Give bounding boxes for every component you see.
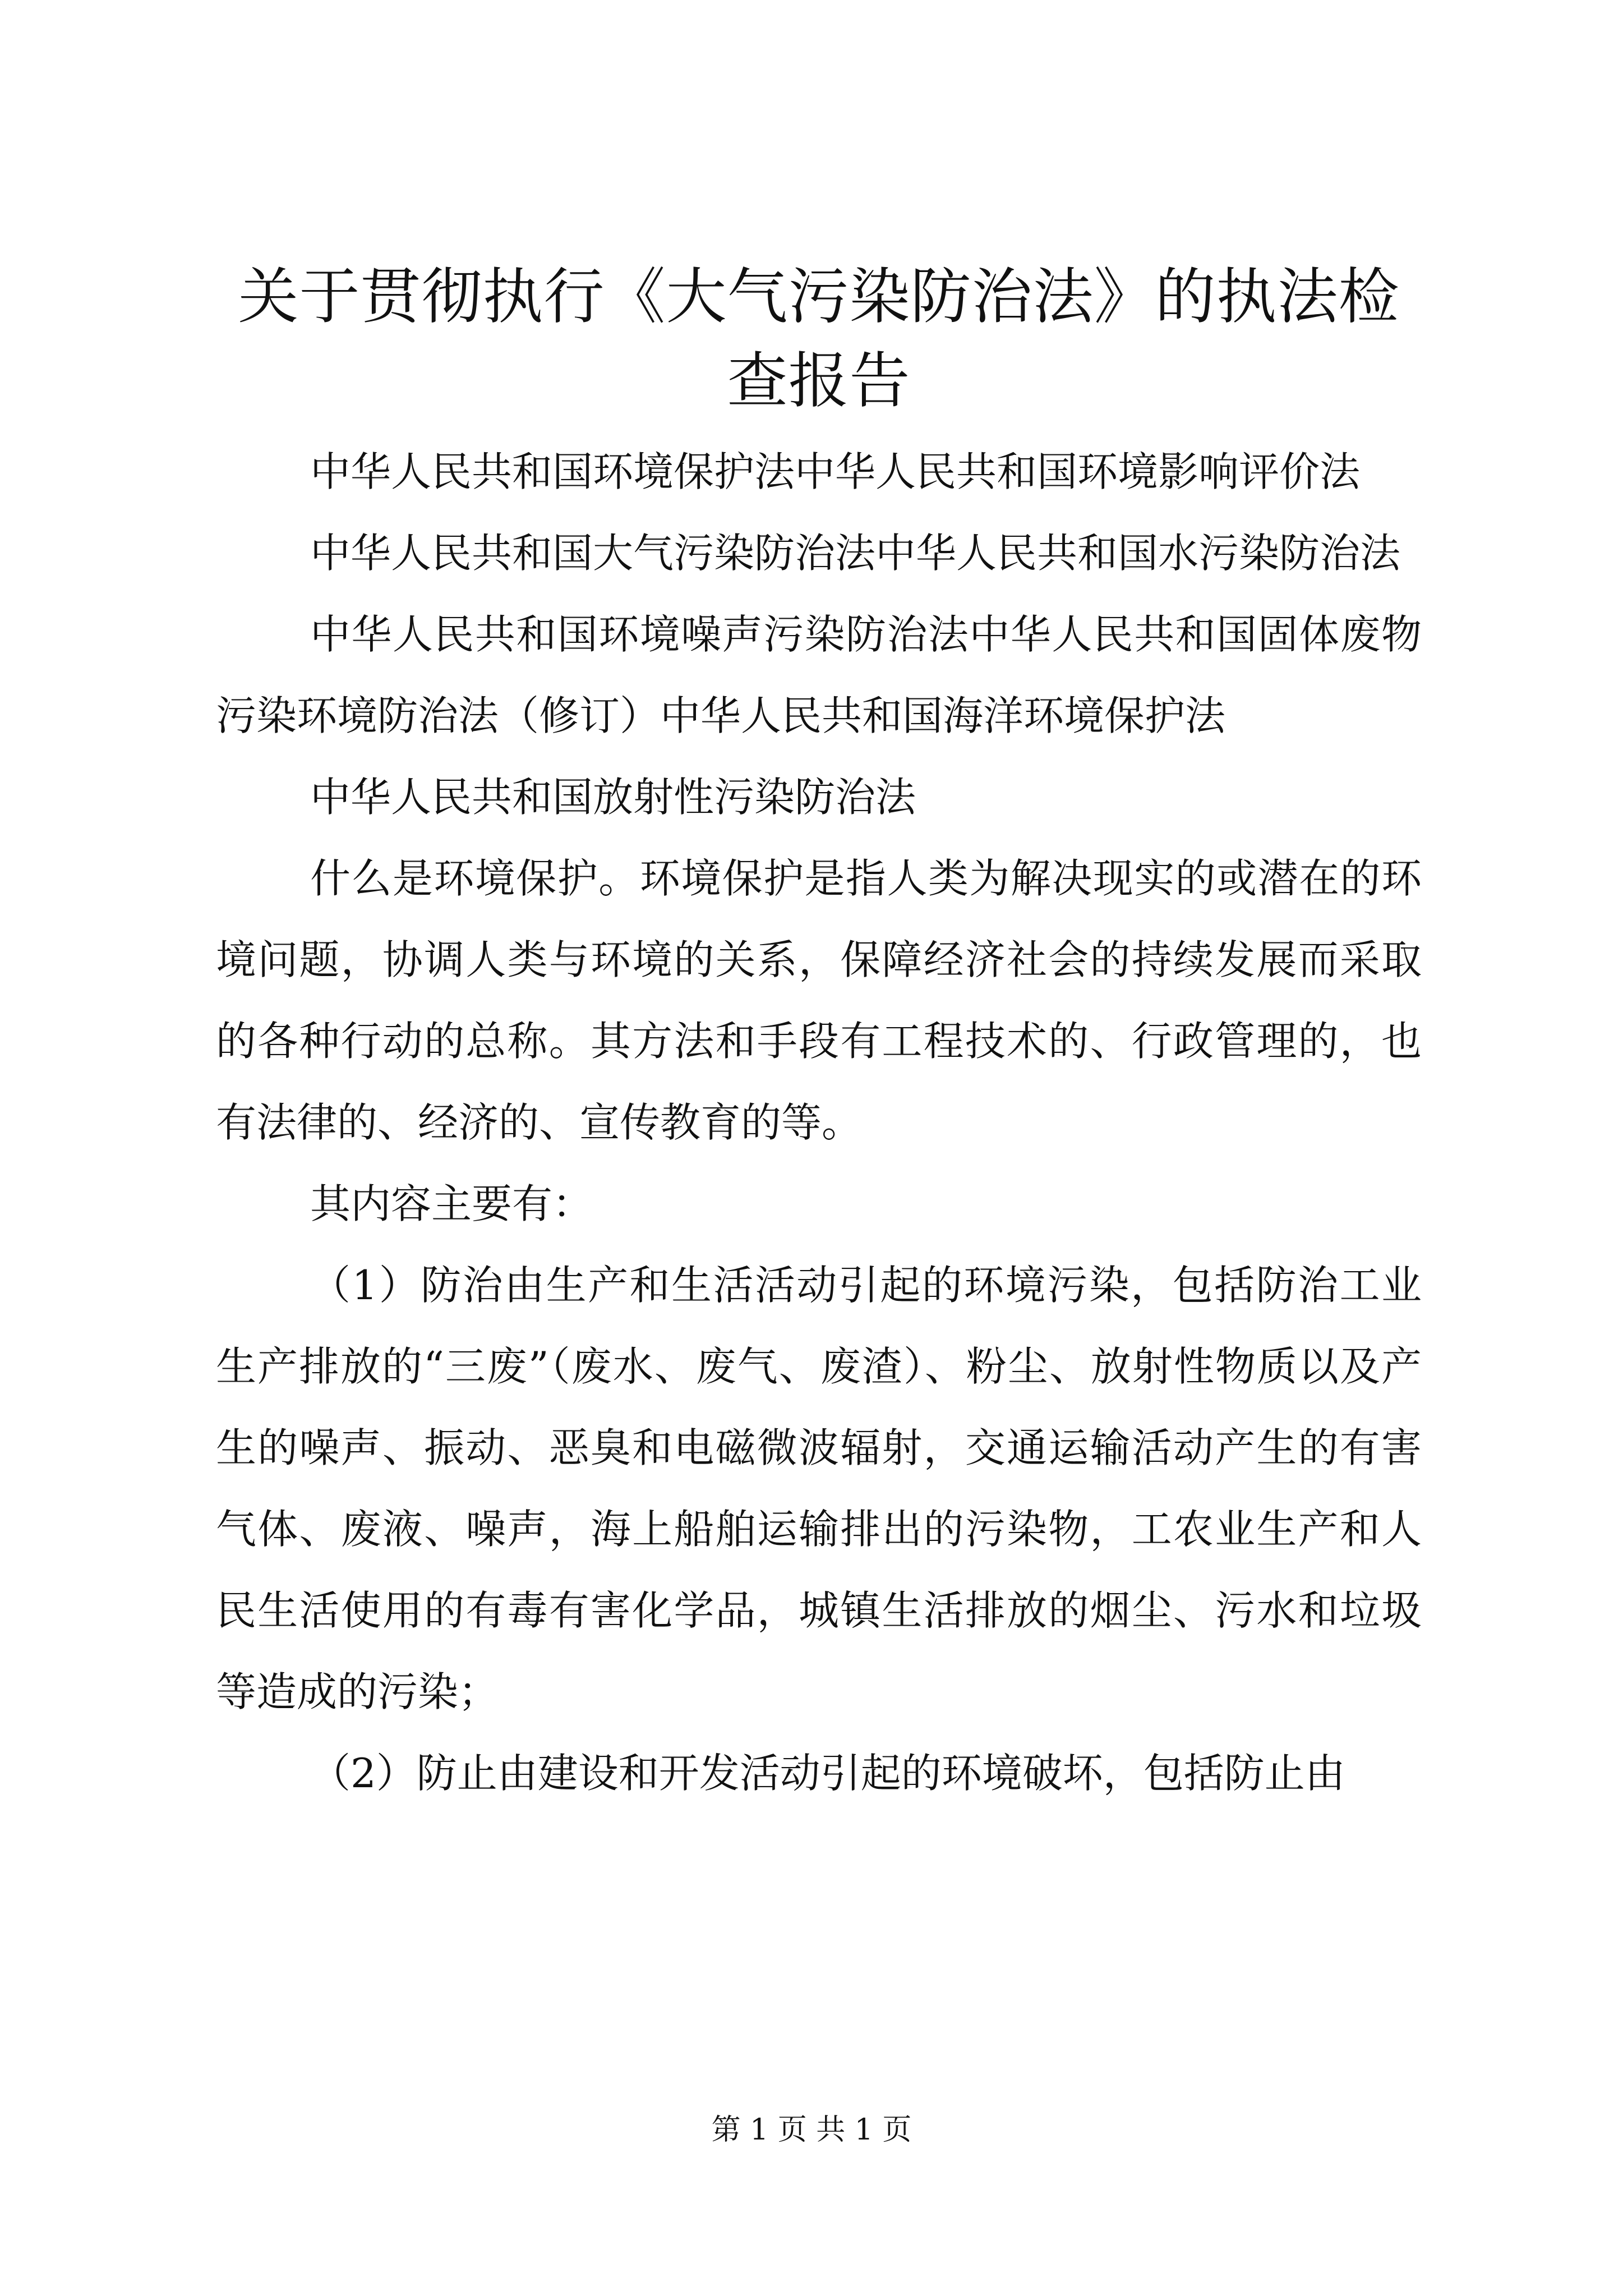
paragraph: 其内容主要有： — [310, 1180, 593, 1227]
paragraph: 什么是环境保护。环境保护是指人类为解决现实的或潜在的环境问题，协调人类与环境的关系，保障经济社会的持续发展而采取的各种行动的总称。其方法和手段有工程技术的、行政管理的，也有法律的、经济的、宣传教育的等。 — [216, 855, 1422, 1146]
paragraph: 中华人民共和国环境保护法中华人民共和国环境影响评价法 — [310, 448, 1361, 495]
paragraph: 中华人民共和国环境噪声污染防治法中华人民共和国固体废物污染环境防治法（修订）中华人民共和国海洋环境保护法 — [216, 611, 1422, 739]
document-title: 关于贯彻执行《大气污染防治法》的执法检查报告 — [238, 262, 1400, 416]
paragraph: （1）防治由生产和生活活动引起的环境污染，包括防治工业生产排放的“三废”（废水、废气、废渣）、粉尘、放射性物质以及产生的噪声、振动、恶臭和电磁微波辐射，交通运输活动产生的有害气体、废液、噪声，海上船舶运输排出的污染物，工农业生产和人民生活使用的有毒有害化学品，城镇生活排放的烟尘、污水和垃圾等造成的污染； — [216, 1262, 1422, 1715]
page-number-footer: 第 1 页 共 1 页 — [711, 2113, 912, 2147]
paragraph: 中华人民共和国放射性污染防治法 — [310, 774, 916, 821]
paragraph: （2）防止由建设和开发活动引起的环境破坏，包括防止由 — [310, 1750, 1345, 1797]
document-body — [216, 255, 1422, 1814]
paragraph: 中华人民共和国大气污染防治法中华人民共和国水污染防治法 — [310, 530, 1401, 577]
